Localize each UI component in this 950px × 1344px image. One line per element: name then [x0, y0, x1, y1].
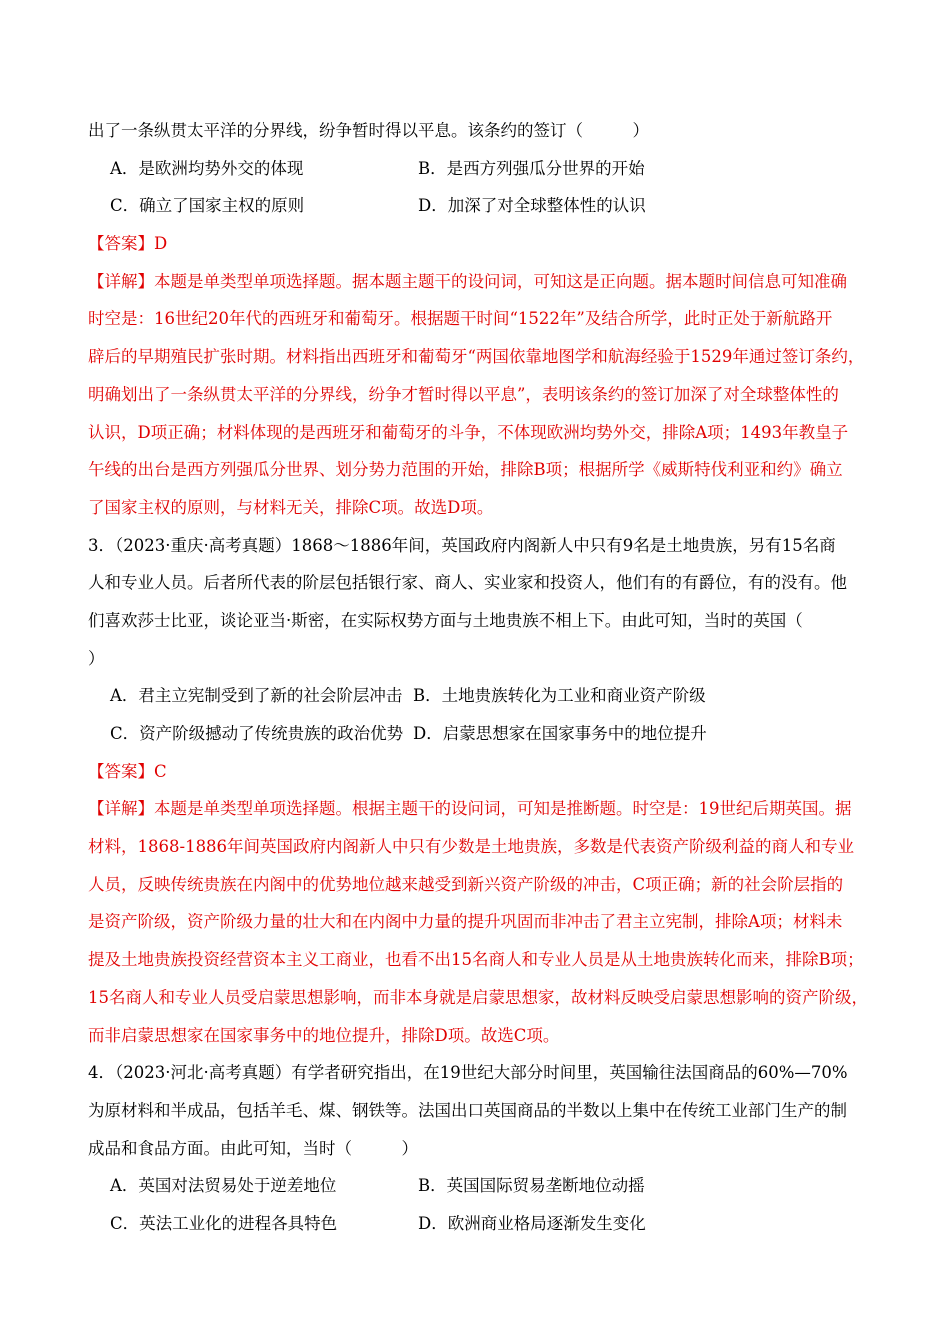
- q2-detail-line: 时空是：16世纪20年代的西班牙和葡萄牙。根据题干时间“1522年”及结合所学，此时正处于新航路开: [88, 309, 833, 329]
- q2-options-row-2: [88, 187, 874, 225]
- q4-option-a[interactable]: A．英国对法贸易处于逆差地位: [110, 1176, 337, 1196]
- q3-stem-line: 3．（2023·重庆·高考真题）1868～1886年间，英国政府内阁新人中只有9名是土地贵族，另有15名商: [88, 535, 836, 555]
- q3-option-c[interactable]: C．资产阶级撼动了传统贵族的政治优势: [110, 724, 404, 743]
- q2-option-b[interactable]: B．是西方列强瓜分世界的开始: [418, 158, 645, 178]
- detail-label: 【详解】: [88, 799, 154, 819]
- document-page: [88, 112, 874, 1243]
- q4-option-b[interactable]: B．英国国际贸易垄断地位动摇: [418, 1176, 645, 1196]
- q4-options-row-2: [88, 1205, 874, 1243]
- q2-detail-line: 辟后的早期殖民扩张时期。材料指出西班牙和葡萄牙“两国依靠地图学和航海经验于1529年通过签订条约，: [88, 347, 865, 367]
- q4-option-d[interactable]: D．欧洲商业格局逐渐发生变化: [418, 1213, 646, 1233]
- q3-stem-line: ）: [88, 648, 105, 668]
- q2-detail-line: 了国家主权的原则，与材料无关，排除C项。故选D项。: [88, 497, 494, 517]
- q3-detail-line: 15名商人和专业人员受启蒙思想影响，而非本身就是启蒙思想家，故材料反映受启蒙思想影响的资产阶级，: [88, 987, 868, 1007]
- q4-stem-line: 成品和食品方面。由此可知，当时（ ）: [88, 1138, 418, 1158]
- q2-answer: [88, 225, 874, 263]
- q3-detail-line: [88, 790, 874, 828]
- q3-detail-line: 提及土地贵族投资经营资本主义工商业，也看不出15名商人和专业人员是从土地贵族转化而来，排除B项；: [88, 950, 864, 970]
- q4-stem-line: 4．（2023·河北·高考真题）有学者研究指出，在19世纪大部分时间里，英国输往法国商品的60%—70%: [88, 1063, 848, 1083]
- detail-label: 【详解】: [88, 271, 154, 291]
- q3-detail-line: 而非启蒙思想家在国家事务中的地位提升，排除D项。故选C项。: [88, 1025, 560, 1045]
- q4-stem-line: 为原材料和半成品，包括羊毛、煤、钢铁等。法国出口英国商品的半数以上集中在传统工业部门生产的制: [88, 1100, 847, 1120]
- detail-text: 本题是单类型单项选择题。据本题主题干的设问词，可知这是正向题。据本题时间信息可知准确: [154, 271, 847, 291]
- answer-label: 【答案】: [88, 761, 154, 781]
- q4-option-c[interactable]: C．英法工业化的进程各具特色: [110, 1213, 338, 1233]
- q2-option-c[interactable]: C．确立了国家主权的原则: [110, 196, 305, 216]
- q3-option-b[interactable]: B．土地贵族转化为工业和商业资产阶级: [413, 686, 706, 706]
- q2-option-d[interactable]: D．加深了对全球整体性的认识: [418, 196, 646, 216]
- answer-value: D: [154, 234, 168, 254]
- q2-options-row-1: [88, 150, 874, 188]
- q3-detail-line: 是资产阶级，资产阶级力量的壮大和在内阁中力量的提升巩固而非冲击了君主立宪制，排除A项；材料未: [88, 912, 843, 932]
- q2-detail-line: [88, 263, 874, 301]
- answer-value: C: [154, 761, 167, 781]
- q4-options-row-1: [88, 1167, 874, 1205]
- q3-answer: [88, 753, 874, 791]
- q2-stem-tail: 出了一条纵贯太平洋的分界线，纷争暂时得以平息。该条约的签订（ ）: [88, 121, 649, 140]
- detail-text: 本题是单类型单项选择题。根据主题干的设问词，可知是推断题。时空是：19世纪后期英国。据: [154, 799, 852, 819]
- q3-detail-line: 人员，反映传统贵族在内阁中的优势地位越来越受到新兴资产阶级的冲击，C项正确；新的社会阶层指的: [88, 874, 844, 894]
- q3-options-row-1: [88, 677, 874, 715]
- q2-detail-line: 认识，D项正确；材料体现的是西班牙和葡萄牙的斗争，不体现欧洲均势外交，排除A项；1493年教皇子: [88, 422, 849, 442]
- q3-detail-line: 材料，1868-1886年间英国政府内阁新人中只有少数是土地贵族，多数是代表资产阶级利益的商人和专业: [88, 837, 855, 857]
- answer-label: 【答案】: [88, 234, 154, 254]
- q3-options-row-2: [88, 715, 874, 753]
- q3-option-d[interactable]: D．启蒙思想家在国家事务中的地位提升: [413, 724, 707, 743]
- q2-detail-line: 午线的出台是西方列强瓜分世界、划分势力范围的开始，排除B项；根据所学《威斯特伐利亚和约》确立: [88, 460, 843, 480]
- q3-option-a[interactable]: A．君主立宪制受到了新的社会阶层冲击: [110, 686, 403, 706]
- q3-stem-line: 人和专业人员。后者所代表的阶层包括银行家、商人、实业家和投资人，他们有的有爵位，有的没有。他: [88, 573, 847, 593]
- q2-option-a[interactable]: A．是欧洲均势外交的体现: [110, 158, 304, 178]
- q2-detail-line: 明确划出了一条纵贯太平洋的分界线，纷争才暂时得以平息”，表明该条约的签订加深了对全球整体性的: [88, 384, 839, 404]
- q3-stem-line: 们喜欢莎士比亚，谈论亚当·斯密，在实际权势方面与土地贵族不相上下。由此可知，当时的英国（: [88, 610, 803, 630]
